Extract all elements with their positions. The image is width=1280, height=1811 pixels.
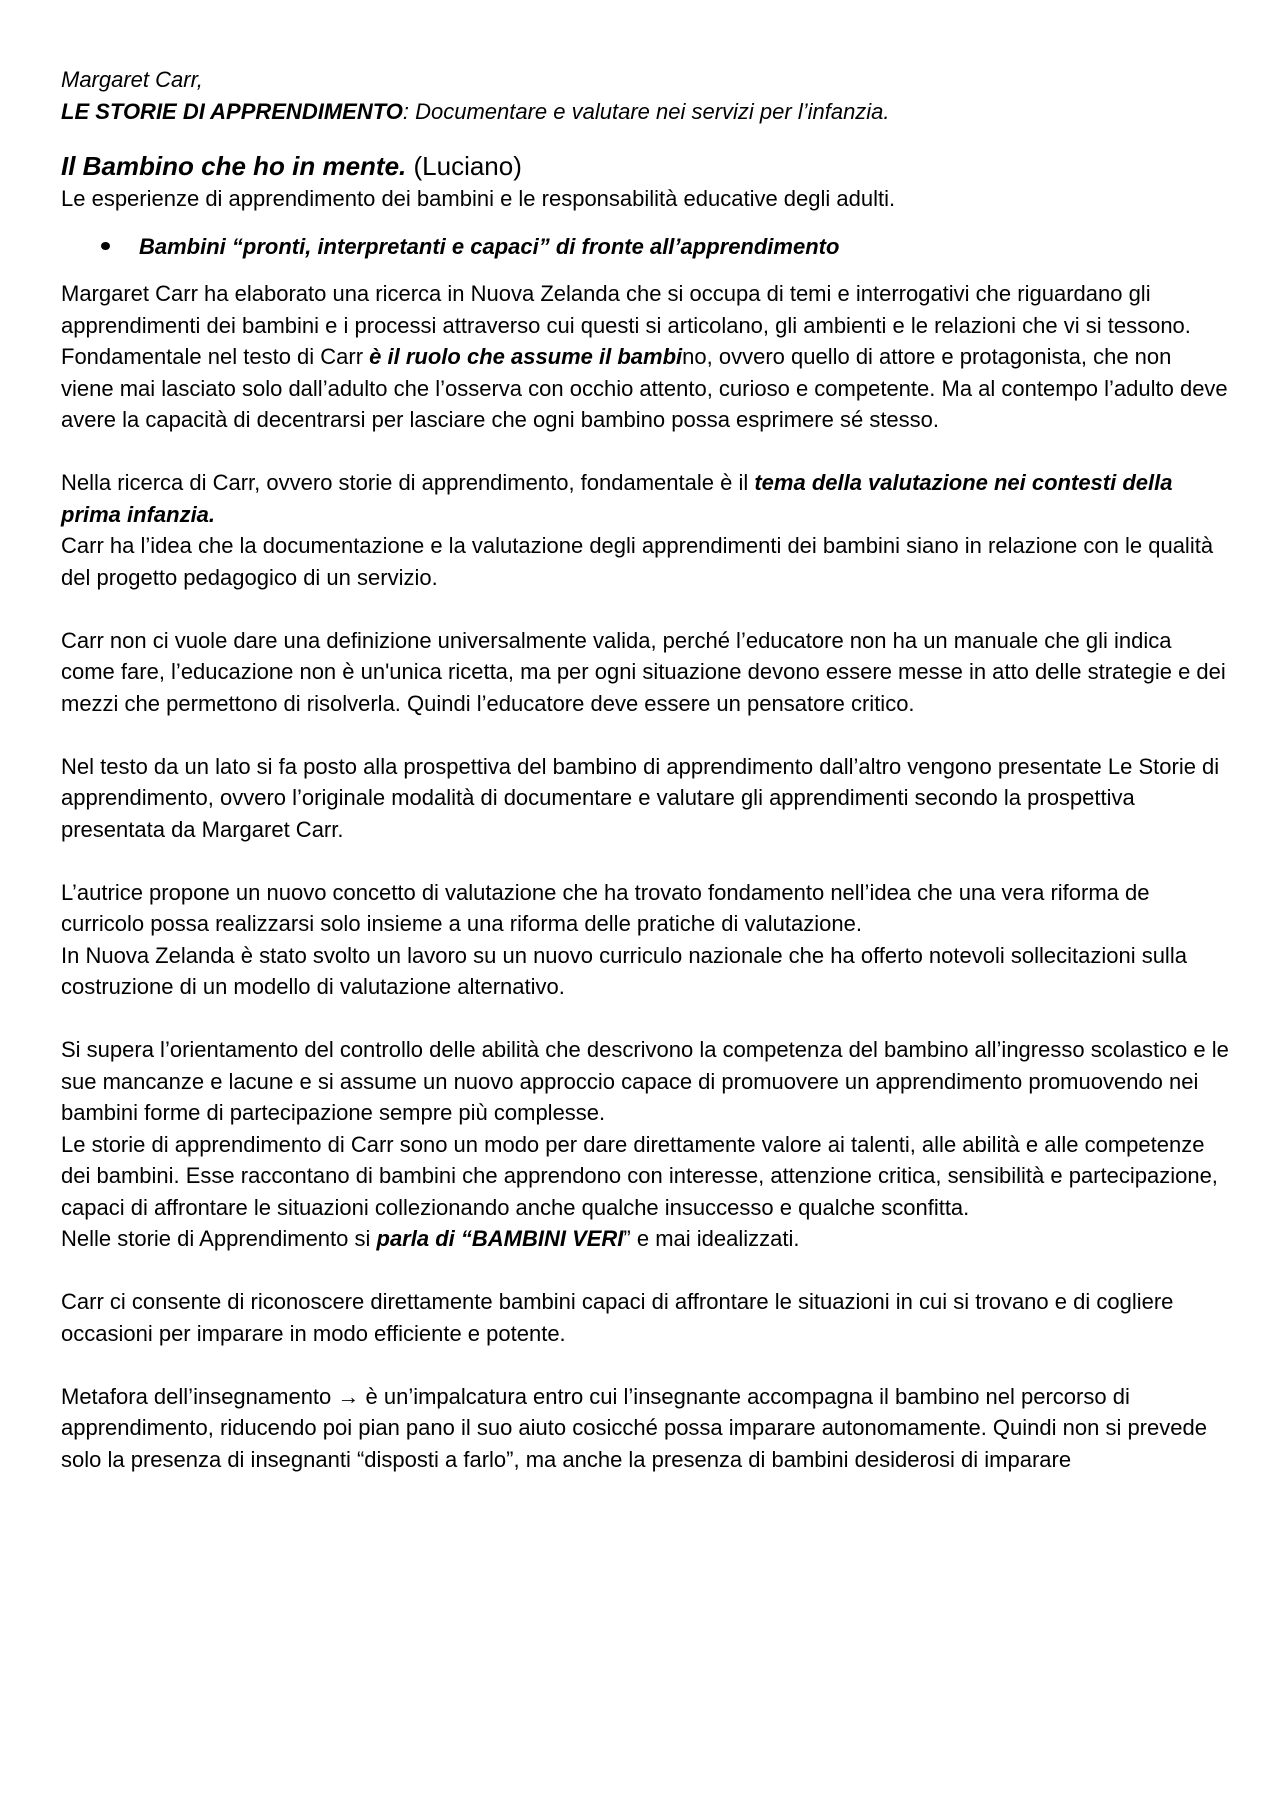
paragraph-3 — [61, 467, 1229, 530]
paragraph-13-post: è un’impalcatura entro cui l’insegnante accompagna il bambino nel percorso di apprendimento, riducendo poi pian pano il suo aiuto cosicché possa imparare autonomamente. Quindi non si prevede solo la presenza di insegnanti “disposti a farlo”, ma anche la presenza di bambini desiderosi di imparare — [61, 1383, 1207, 1472]
book-title: LE STORIE DI APPRENDIMENTO — [61, 98, 403, 124]
paragraph-3-emphasis: tema della valutazione nei contesti della prima infanzia. — [61, 470, 1173, 527]
paragraph-8: In Nuova Zelanda è stato svolto un lavoro su un nuovo curriculo nazionale che ha offerto notevoli sollecitazioni sulla costruzione di un modello di valutazione alternativo. — [61, 942, 1187, 999]
paragraph-11-pre: Nelle storie di Apprendimento si — [61, 1226, 377, 1251]
paragraph-10: Le storie di apprendimento di Carr sono un modo per dare direttamente valore ai talenti, alle abilità e alle competenze dei bambini. Esse raccontano di bambini che apprendono con interesse, attenzione critica, sensibilità e partecipazione, capaci di affrontare le situazioni collezionando anche qualche insuccesso e qualche sconfitta. — [61, 1131, 1218, 1220]
paragraph-13-pre: Metafora dell’insegnamento — [61, 1383, 338, 1409]
paragraph-1: Margaret Carr ha elaborato una ricerca in Nuova Zelanda che si occupa di temi e interrogativi che riguardano gli apprendimenti dei bambini e i processi attraverso cui questi si articolano, gli ambienti e le relazioni che vi si tessono. — [61, 281, 1191, 338]
arrow-right-icon: → — [337, 1383, 360, 1409]
paragraph-12: Carr ci consente di riconoscere direttamente bambini capaci di affrontare le situazioni in cui si trovano e di cogliere occasioni per imparare in modo efficiente e potente. — [61, 1289, 1174, 1346]
paragraph-2 — [61, 341, 1229, 436]
author-line: Margaret Carr, — [61, 67, 203, 92]
paragraph-13 — [61, 1381, 1229, 1476]
bullet-text: Bambini “pronti, interpretanti e capaci” di fronte all’apprendimento — [139, 233, 840, 259]
book-subtitle: : Documentare e valutare nei servizi per l’infanzia. — [402, 98, 890, 124]
section-subtitle: Le esperienze di apprendimento dei bambini e le responsabilità educative degli adulti. — [61, 186, 896, 211]
bullet-item — [61, 231, 1229, 263]
section-title — [61, 149, 1229, 183]
paragraph-11-emphasis: parla di “BAMBINI VERI — [376, 1226, 624, 1251]
book-title-line — [61, 96, 1229, 128]
paragraph-2-pre: Fondamentale nel testo di Carr — [61, 344, 370, 369]
paragraph-5: Carr non ci vuole dare una definizione universalmente valida, perché l’educatore non ha un manuale che gli indica come fare, l’educazione non è un'unica ricetta, ma per ogni situazione devono essere messe in atto delle strategie e dei mezzi che permettono di risolverla. Quindi l’educatore deve essere un pensatore critico. — [61, 627, 1226, 716]
paragraph-3-pre: Nella ricerca di Carr, ovvero storie di apprendimento, fondamentale è il — [61, 470, 755, 495]
document-page — [61, 64, 1229, 1475]
paragraph-11-post: ” e mai idealizzati. — [623, 1226, 800, 1251]
paragraph-2-emphasis: è il ruolo che assume il bambi — [369, 344, 683, 369]
paragraph-7: L’autrice propone un nuovo concetto di valutazione che ha trovato fondamento nell’idea che una vera riforma de curricolo possa realizzarsi solo insieme a una riforma delle pratiche di valutazione. — [61, 879, 1150, 936]
paragraph-6: Nel testo da un lato si fa posto alla prospettiva del bambino di apprendimento dall’altro vengono presentate Le Storie di apprendimento, ovvero l’originale modalità di documentare e valutare gli apprendimenti secondo la prospettiva presentata da Margaret Carr. — [61, 753, 1220, 842]
paragraph-4: Carr ha l’idea che la documentazione e la valutazione degli apprendimenti dei bambini siano in relazione con le qualità del progetto pedagogico di un servizio. — [61, 533, 1214, 590]
paragraph-11 — [61, 1223, 1229, 1255]
section-title-author: (Luciano) — [406, 151, 522, 181]
section-title-bold: Il Bambino che ho in mente. — [61, 151, 407, 181]
paragraph-2-post: no, ovvero quello di attore e protagonista, che non viene mai lasciato solo dall’adulto che l’osserva con occhio attento, curioso e competente. Ma al contempo l’adulto deve avere la capacità di decentrarsi per lasciare che ogni bambino possa esprimere sé stesso. — [61, 344, 1228, 432]
paragraph-9: Si supera l’orientamento del controllo delle abilità che descrivono la competenza del bambino all’ingresso scolastico e le sue mancanze e lacune e si assume un nuovo approccio capace di promuovere un apprendimento promuovendo nei bambini forme di partecipazione sempre più complesse. — [61, 1037, 1229, 1125]
bullet-dot-icon — [101, 242, 110, 250]
